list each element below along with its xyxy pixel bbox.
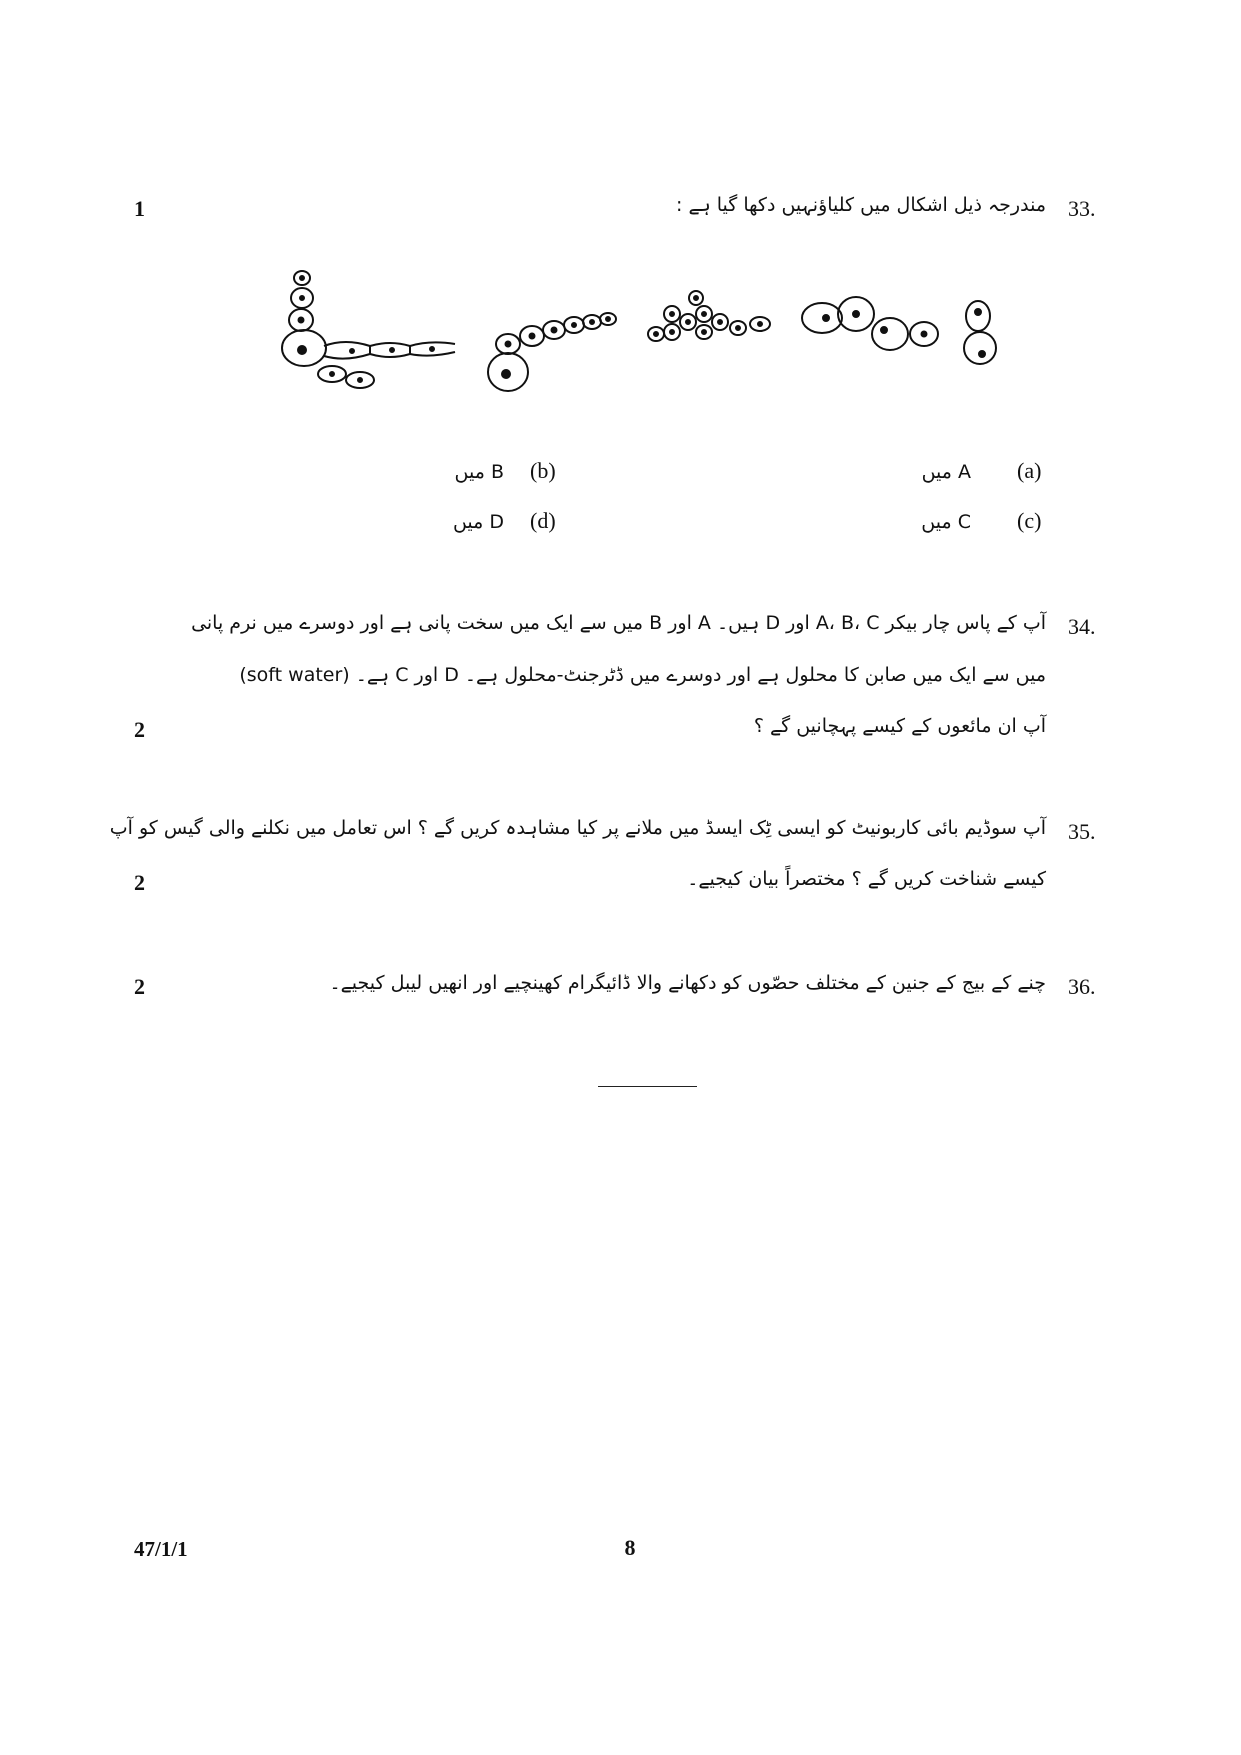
cell-group-2: [488, 313, 616, 391]
q35-line-2: کیسے شناخت کریں گے ؟ مختصراً بیان کیجیے۔: [687, 868, 1046, 890]
option-a-text: A میں: [921, 461, 971, 483]
q35-marks: 2: [134, 870, 145, 895]
q36-marks: 2: [134, 974, 145, 999]
paper-code: 47/1/1: [134, 1537, 188, 1561]
option-d-text: D میں: [452, 511, 504, 533]
cell-group-5: [964, 301, 996, 364]
q33-marks: 1: [134, 196, 145, 221]
q36-number: 36.: [1068, 974, 1096, 999]
cell-group-4: [802, 297, 938, 350]
cell-drawings-figure: [270, 262, 1010, 402]
option-b-label: (b): [530, 458, 556, 483]
q35-number: 35.: [1068, 819, 1096, 844]
q36-text: چنے کے بیج کے جنین کے مختلف حصّوں کو دکھانے والا ڈائیگرام کھینچیے اور انھیں لیبل کیجیے۔: [329, 972, 1046, 994]
q33-option-c: [911, 508, 1041, 534]
cell-group-1: [282, 271, 455, 388]
q33-number: 33.: [1068, 196, 1096, 221]
q33-option-d: [444, 508, 556, 534]
option-c-text: C میں: [921, 511, 971, 533]
q34-line-2: (soft water) ہے۔ C اور D میں سے ایک میں صابن کا محلول ہے اور دوسرے میں ڈٹرجنٹ-محلول ہے۔: [239, 664, 1046, 686]
q33-text: مندرجہ ذیل اشکال میں کلیاؤنہیں دکھا گیا ہے :: [676, 194, 1046, 216]
end-rule-divider: [598, 1086, 697, 1087]
option-c-label: (c): [1017, 508, 1042, 533]
q34-line-1: آپ کے پاس چار بیکر A، B، C اور D ہیں۔ A اور B میں سے ایک میں سخت پانی ہے اور دوسرے میں نرم پانی: [191, 612, 1046, 634]
option-b-text: B میں: [454, 461, 504, 483]
cell-group-3: [648, 291, 770, 341]
page-number: 8: [624, 1535, 636, 1560]
q34-number: 34.: [1068, 614, 1096, 639]
option-a-label: (a): [1017, 458, 1042, 483]
q33-option-a: [911, 458, 1041, 484]
q34-line-3: آپ ان مائعوں کے کیسے پہچانیں گے ؟: [753, 715, 1046, 737]
option-d-label: (d): [530, 508, 556, 533]
q34-marks: 2: [134, 717, 145, 742]
q35-line-1: آپ سوڈیم بائی کاربونیٹ کو ایسی ٹِک ایسڈ میں ملانے پر کیا مشاہدہ کریں گے ؟ اس تعامل میں نکلنے والی گیس کو آپ: [109, 817, 1046, 839]
q33-option-b: [444, 458, 556, 484]
